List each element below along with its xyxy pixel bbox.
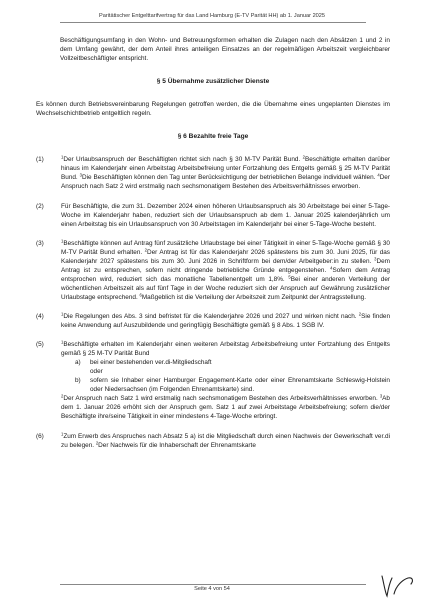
sentence-text: Ab dem 1. Januar 2026 erhöht sich der Anspruch gem. Satz 1 auf zwei Arbeitstage Arbeitsbefreiung; sofern die/der Beschäftigte ihre/seine Tätigkeit in einer mindestens 4-Tage-Woche erbringt.: [61, 395, 390, 421]
sentence-number: 1: [61, 311, 64, 317]
section-5-heading: § 5 Übernahme zusätzlicher Dienste: [156, 78, 270, 86]
sub-item-text: oder: [90, 368, 103, 376]
sentence-number: 1: [61, 339, 64, 345]
section-6-item: [36, 312, 390, 330]
sentence-text: Die Beschäftigten können den Tag unter Berücksichtigung der betrieblichen Belange individuell wählen.: [81, 174, 378, 182]
header-divider: [60, 22, 366, 23]
footer-divider: [60, 584, 366, 585]
handwritten-initials-signature: [378, 572, 418, 598]
item-body: [61, 340, 390, 421]
sentence-number: 2: [61, 393, 64, 399]
sentence-text: Für Beschäftigte, die zum 31. Dezember 2024 einen höheren Urlaubsanspruch als 30 Arbeitstage bei einer 5-Tage-Woche im Kalenderjahr haben, reduziert sich der Urlaubsanspruch ab dem 1. Januar 2025 kalenderjährlich um einen Arbeitstag bis ein Urlaubsanspruch von 30 Arbeitstagen im Kalenderjahr bei einer 5-Tage-Woche besteht.: [61, 202, 390, 228]
sentence-number: 3: [79, 172, 82, 178]
item-number: (2): [36, 202, 44, 210]
sentence-number: 1: [61, 238, 64, 244]
sentence-text: Zum Erwerb des Anspruches nach Absatz 5 a) ist die Mitgliedschaft durch einen Nachweis der Gewerkschaft ver.di zu belegen.: [61, 432, 390, 449]
item-body: [61, 202, 390, 229]
sentence-text: Sie finden keine Anwendung auf Auszubildende und geringfügig Beschäftigte gemäß § 8 Abs. 1 SGB IV.: [61, 312, 390, 330]
item-paragraph: [61, 202, 390, 229]
sub-item: [61, 376, 390, 394]
sentence-text: Der Anspruch nach Satz 1 wird erstmalig nach sechsmonatigem Bestehen des Arbeitsverhältnisses erworben.: [63, 395, 380, 403]
sentence-number: 3: [374, 256, 377, 262]
sentence-text: Sofern dem Antrag entsprochen wird, reduziert sich das monatliche Tabellenentgelt um 1,8%.: [61, 266, 390, 283]
sub-item: [61, 358, 390, 367]
item-number: (5): [36, 341, 44, 349]
sub-item-text: bei einer bestehenden ver.di-Mitgliedschaft: [90, 359, 212, 367]
section-5-text: Es können durch Betriebsvereinbarung Regelungen getroffen werden, die die Übernahme eines ungeplanten Dienstes im Wechselschichtbetrieb entgeltlich regeln.: [36, 101, 390, 118]
section-6-item: [36, 239, 390, 302]
section-6-item: [36, 432, 390, 450]
section-6-item: [36, 340, 390, 421]
item-number: (1): [36, 156, 44, 164]
sentence-number: 4: [330, 265, 333, 271]
item-number: (4): [36, 312, 44, 320]
sentence-text: Die Regelungen des Abs. 3 sind befristet für die Kalenderjahre 2026 und 2027 und wirken nicht nach.: [63, 312, 359, 320]
sentence-text: Der Anspruch nach Satz 2 wird erstmalig nach sechsmonatigem Bestehen des Arbeitsverhältnisses erworben.: [61, 174, 390, 191]
item-number: (3): [36, 239, 44, 247]
sentence-number: 1: [61, 431, 64, 436]
sentence-number: 1: [61, 154, 64, 160]
sentence-number: 2: [144, 247, 147, 253]
sentence-number: 5: [288, 274, 291, 280]
item-paragraph: [61, 155, 390, 191]
sentence-text: Maßgeblich ist die Verteilung der Arbeitszeit zum Zeitpunkt der Antragsstellung.: [141, 293, 367, 301]
sub-item: [61, 367, 390, 376]
item-lead-text: [61, 340, 390, 358]
sentence-number: 4: [377, 172, 380, 178]
item-paragraph: [61, 432, 390, 450]
sentence-text: Der Nachweis für die Inhaberschaft der Ehrenamtskarte: [98, 441, 256, 449]
section-6-item: [36, 202, 390, 229]
sentence-text: Beschäftigte können auf Antrag fünf zusätzliche Urlaubstage bei einer Tätigkeit in einer 5-Tage-Woche gemäß § 30 M-TV Parität Bund erhalten.: [61, 239, 390, 256]
page-header: Paritätischer Entgelttarifvertrag für das Land Hamburg (E-TV Parität HH) ab 1. Januar 2025: [98, 13, 326, 19]
sentence-text: Der Urlaubsanspruch der Beschäftigten richtet sich nach § 30 M-TV Parität Bund.: [63, 156, 303, 164]
sentence-number: 3: [379, 393, 383, 399]
sentence-text: Dem Antrag ist zu entsprechen, sofern nicht dringende betriebliche Gründe entgegenstehen.: [61, 257, 390, 274]
sub-item-label: a): [75, 359, 81, 367]
item-body: [61, 239, 390, 302]
item-number: (6): [36, 432, 44, 440]
sub-item-label: b): [75, 377, 81, 385]
section-6-heading: § 6 Bezahlte freie Tage: [177, 133, 249, 141]
item-body: [61, 155, 390, 191]
sentence-number: 2: [302, 154, 305, 160]
sentence-text: Beschäftigte erhalten im Kalenderjahr einen weiteren Arbeitstag Arbeitsbefreiung unter Fortzahlung des Entgelts gemäß § 25 M-TV Parität Bund: [61, 341, 390, 358]
item-paragraph: [61, 394, 390, 421]
page-footer: Seite 4 von 54: [194, 586, 230, 592]
sentence-number: 2: [358, 311, 362, 317]
sentence-number: 2: [95, 440, 99, 446]
item-body: [61, 432, 390, 450]
section-6-items: [36, 155, 390, 449]
document-body: [36, 36, 390, 460]
sub-item-label: [61, 367, 90, 376]
item-body: [61, 312, 390, 330]
sentence-number: 6: [139, 292, 142, 298]
sentence-text: Bei einer anderen Verteilung der wöchentlichen Arbeitszeit als auf fünf Tage in der Woche reduziert sich der Anspruch auf Gewährung zusätzlicher Urlaubstage entsprechend.: [61, 275, 390, 301]
sentence-text: Beschäftigte erhalten darüber hinaus im Kalenderjahr einen Arbeitstag Arbeitsbefreiung unter Fortzahlung des Entgelts gemäß § 25 M-TV Parität Bund.: [61, 156, 390, 182]
intro-continuation-paragraph: Beschäftigungsumfang in den Wohn- und Betreuungsformen erhalten die Zulagen nach den Absätzen 1 und 2 in dem Umfang gewährt, der dem Anteil ihres anteiligen Einsatzes an der regelmäßigen Arbeitszeit vergleichbarer Vollzeitbeschäftigter entspricht.: [60, 37, 390, 63]
sentence-text: Der Antrag ist für das Kalenderjahr 2026 spätestens bis zum 30. Juni 2025, für das Kalenderjahr 2027 spätestens bis zum 30. Juni 2026 in Schriftform bei dem/der Arbeitgeber:in zu stellen.: [61, 248, 390, 265]
sub-item-text: sofern sie Inhaber einer Hamburger Engagement-Karte oder einer Ehrenamtskarte Schleswig-Holstein oder Niedersachsen (im Folgenden Ehrenamtskarte) sind.: [90, 377, 390, 394]
item-paragraph: [61, 312, 390, 330]
item-paragraph: [61, 239, 390, 302]
section-6-item: [36, 155, 390, 191]
